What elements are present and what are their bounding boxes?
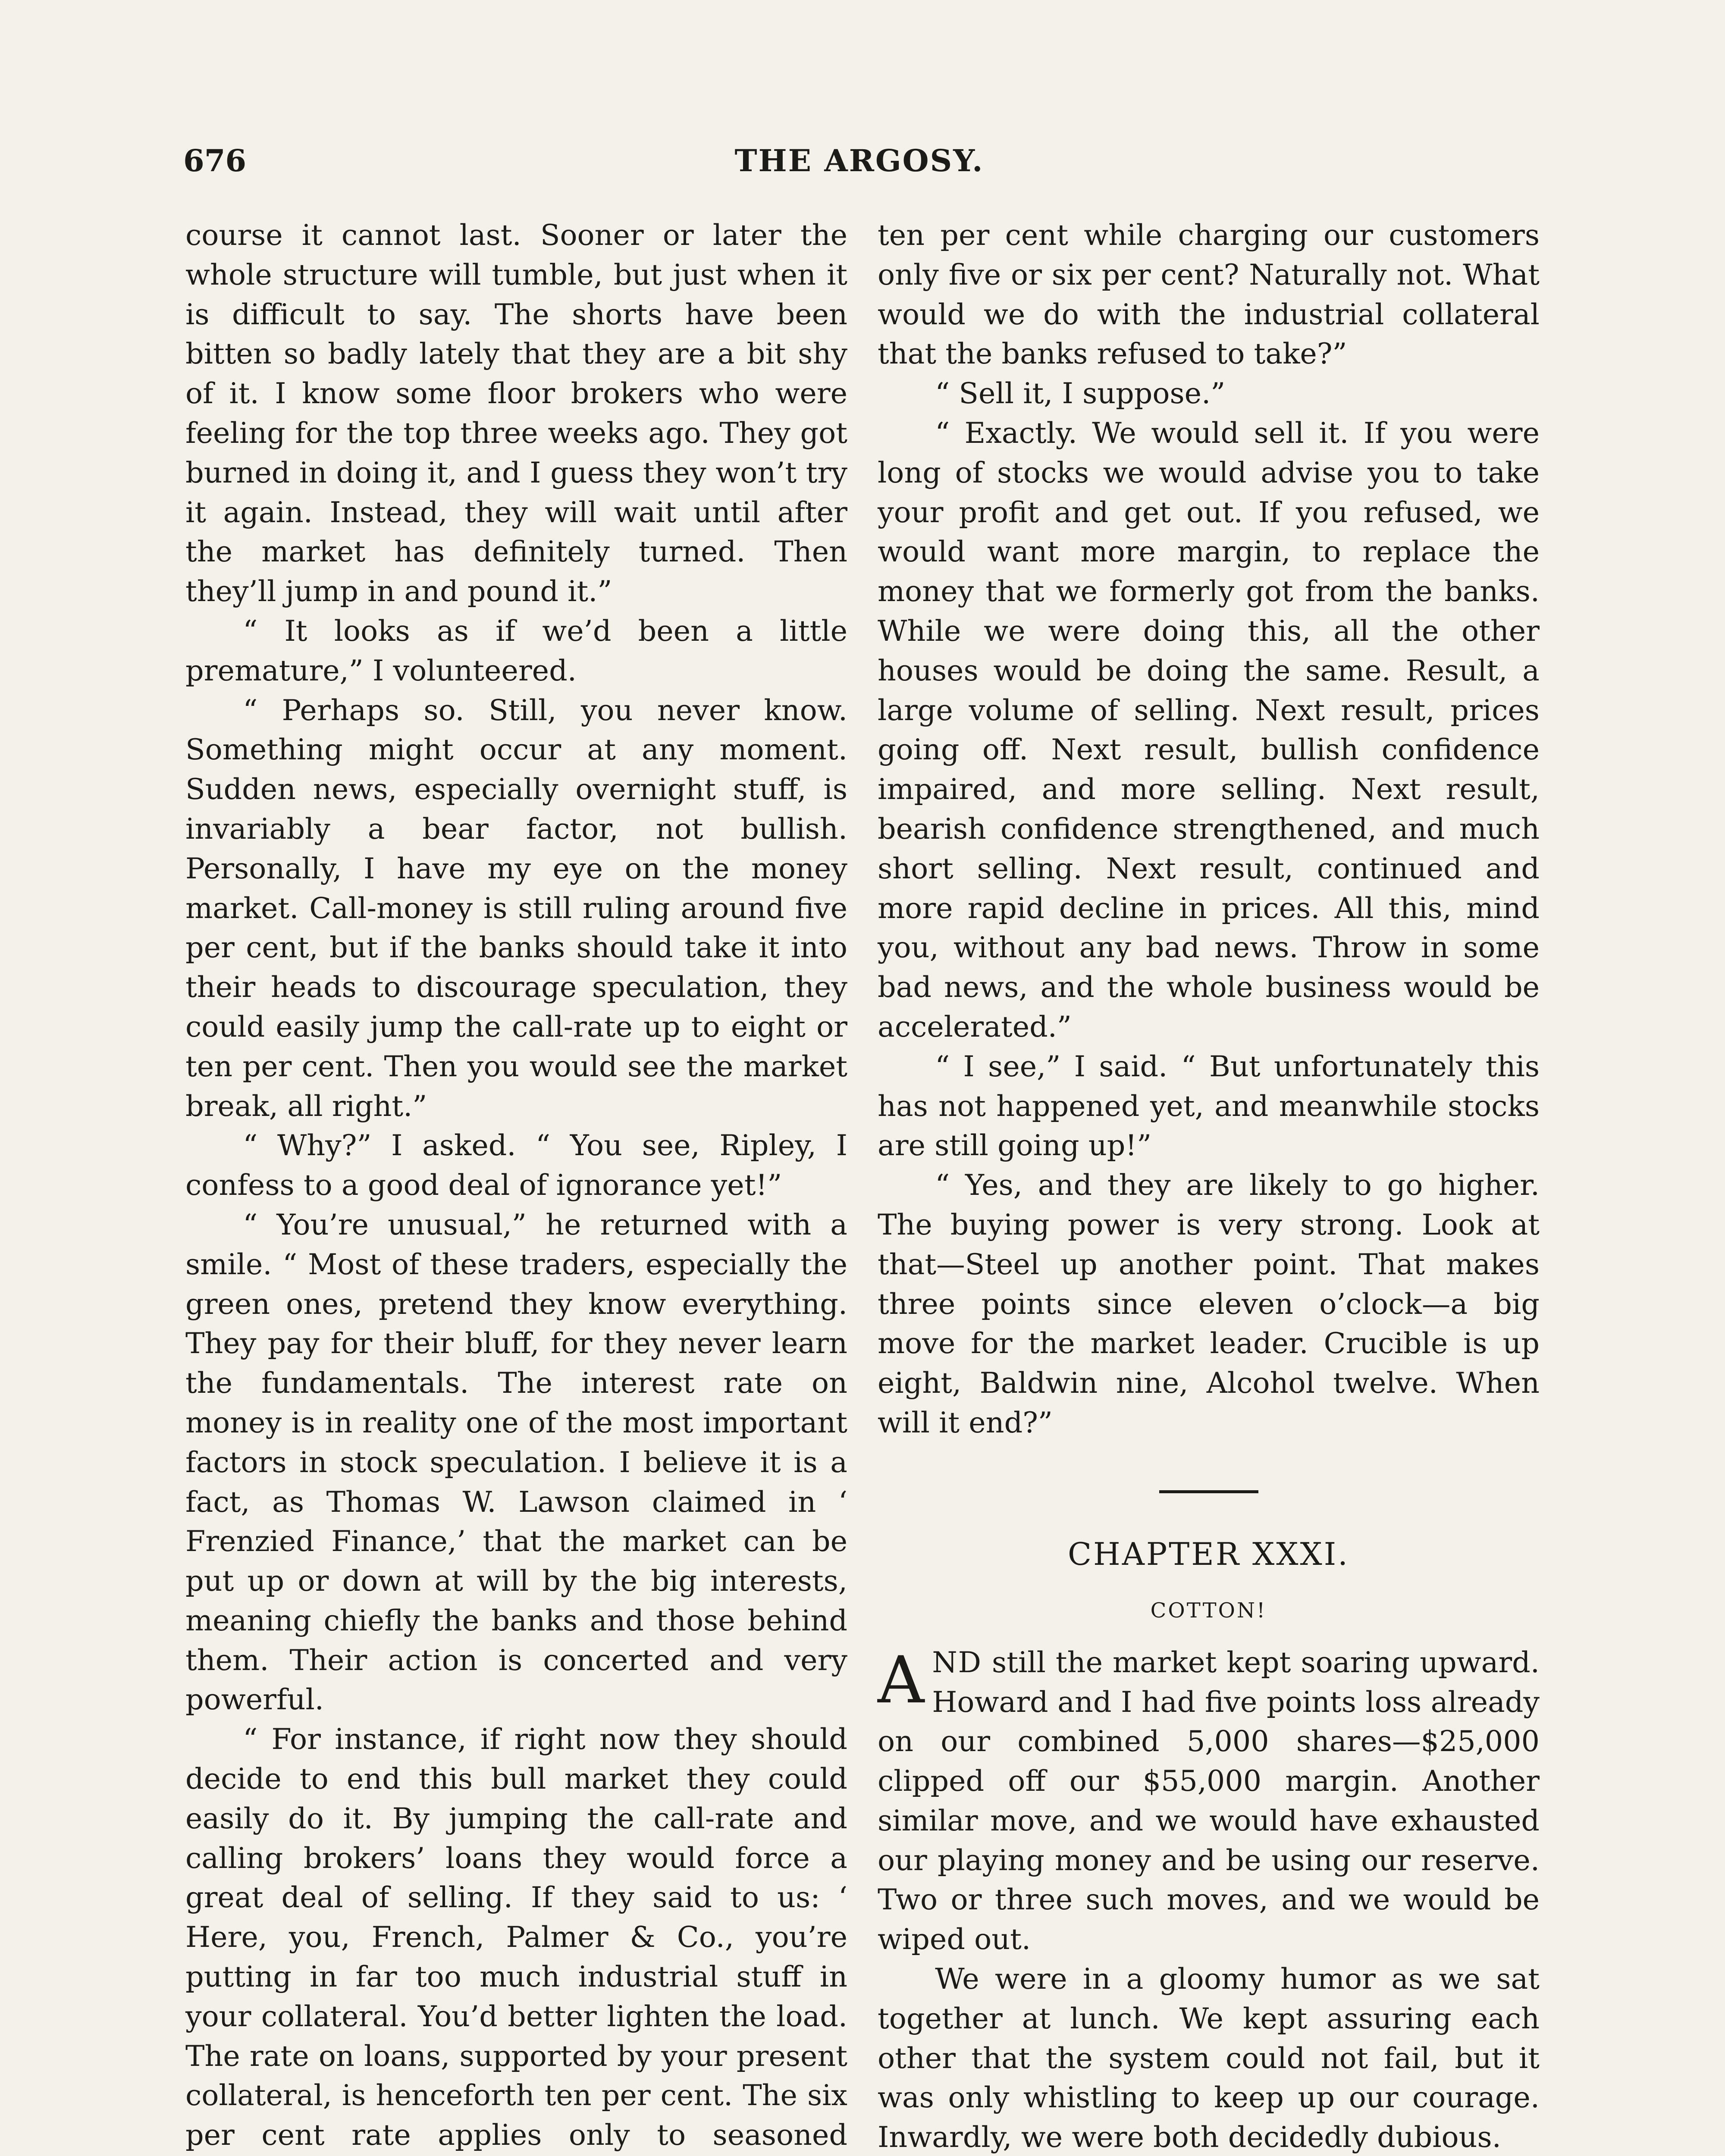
- left-column: [185, 216, 847, 2156]
- running-title: THE ARGOSY.: [734, 143, 984, 179]
- paragraph: “ You’re unusual,” he returned with a smile. “ Most of these traders, especially the green ones, pretend they know everything. They pay for their bluff, for they never learn the fundamentals. The interest rate on money is in reality one of the most important factors in stock speculation. I believe it is a fact, as Thomas W. Lawson claimed in ‘ Frenzied Finance,’ that the market can be put up or down at will by the big interests, meaning chiefly the banks and those behind them. Their action is concerted and very powerful.: [185, 1207, 847, 1717]
- paragraph: “ Sell it, I suppose.”: [935, 376, 1226, 411]
- paragraph: ten per cent while charging our customers only five or six per cent? Naturally not. What would we do with the industrial collateral that the banks refused to take?”: [878, 218, 1540, 371]
- paragraph: “ Why?” I asked. “ You see, Ripley, I confess to a good deal of ignorance yet!”: [185, 1128, 847, 1202]
- paragraph: We were in a gloomy humor as we sat together at lunch. We kept assuring each other that the system could not fail, but it was only whistling to keep up our courage. Inwardly, we were both decidedly dubious.: [878, 1962, 1540, 2154]
- right-column: [878, 216, 1540, 2156]
- paragraph: “ I see,” I said. “ But unfortunately this has not happened yet, and meanwhile stocks are still going up!”: [878, 1049, 1540, 1163]
- paragraph: course it cannot last. Sooner or later the whole structure will tumble, but just when it is difficult to say. The shorts have been bitten so badly lately that they are a bit shy of it. I know some floor brokers who were feeling for the top three weeks ago. They got burned in doing it, and I guess they won’t try it again. Instead, they will wait until after the market has definitely turned. Then they’ll jump in and pound it.”: [185, 218, 847, 608]
- page-number: 676: [183, 143, 247, 179]
- chapter-title: CHAPTER XXXI.: [1067, 1536, 1350, 1572]
- section-divider: [1159, 1490, 1258, 1493]
- chapter-opening-paragraph: [878, 1643, 1540, 1959]
- page-header: [183, 137, 1535, 185]
- drop-cap: A: [878, 1642, 925, 1718]
- chapter-subtitle: COTTON!: [1150, 1598, 1267, 1623]
- drop-cap-continuation: ND: [932, 1645, 982, 1679]
- paragraph: “ Yes, and they are likely to go higher. The buying power is very strong. Look at that—Steel up another point. That makes three points since eleven o’clock—a big move for the market leader. Crucible is up eight, Baldwin nine, Alcohol twelve. When will it end?”: [878, 1168, 1540, 1439]
- paragraph-text: still the market kept soaring upward. Howard and I had five points loss already on our combined 5,000 shares—$25,000 clipped off our $55,000 margin. Another similar move, and we would have exhausted our playing money and be using our reserve. Two or three such moves, and we would be wiped out.: [878, 1645, 1540, 1956]
- paragraph: “ Exactly. We would sell it. If you were long of stocks we would advise you to take your profit and get out. If you refused, we would want more margin, to replace the money that we formerly got from the banks. While we were doing this, all the other houses would be doing the same. Result, a large volume of selling. Next result, prices going off. Next result, bullish confidence impaired, and more selling. Next result, bearish confidence strengthened, and much short selling. Next result, continued and more rapid decline in prices. All this, mind you, without any bad news. Throw in some bad news, and the whole business would be accelerated.”: [878, 416, 1540, 1044]
- paragraph: “ For instance, if right now they should decide to end this bull market they could easily do it. By jumping the call-rate and calling brokers’ loans they would force a great deal of selling. If they said to us: ‘ Here, you, French, Palmer & Co., you’re putting in far too much industrial stuff in your collateral. You’d better lighten the load. The rate on loans, supported by your present collateral, is henceforth ten per cent. The six per cent rate applies only to seasoned: [185, 1722, 847, 2152]
- paragraph: “ Perhaps so. Still, you never know. Something might occur at any moment. Sudden news, especially overnight stuff, is invariably a bear factor, not bullish. Personally, I have my eye on the money market. Call-money is still ruling around five per cent, but if the banks should take it into their heads to discourage speculation, they could easily jump the call-rate up to eight or ten per cent. Then you would see the market break, all right.”: [185, 693, 847, 1123]
- paragraph: “ It looks as if we’d been a little premature,” I volunteered.: [185, 614, 847, 687]
